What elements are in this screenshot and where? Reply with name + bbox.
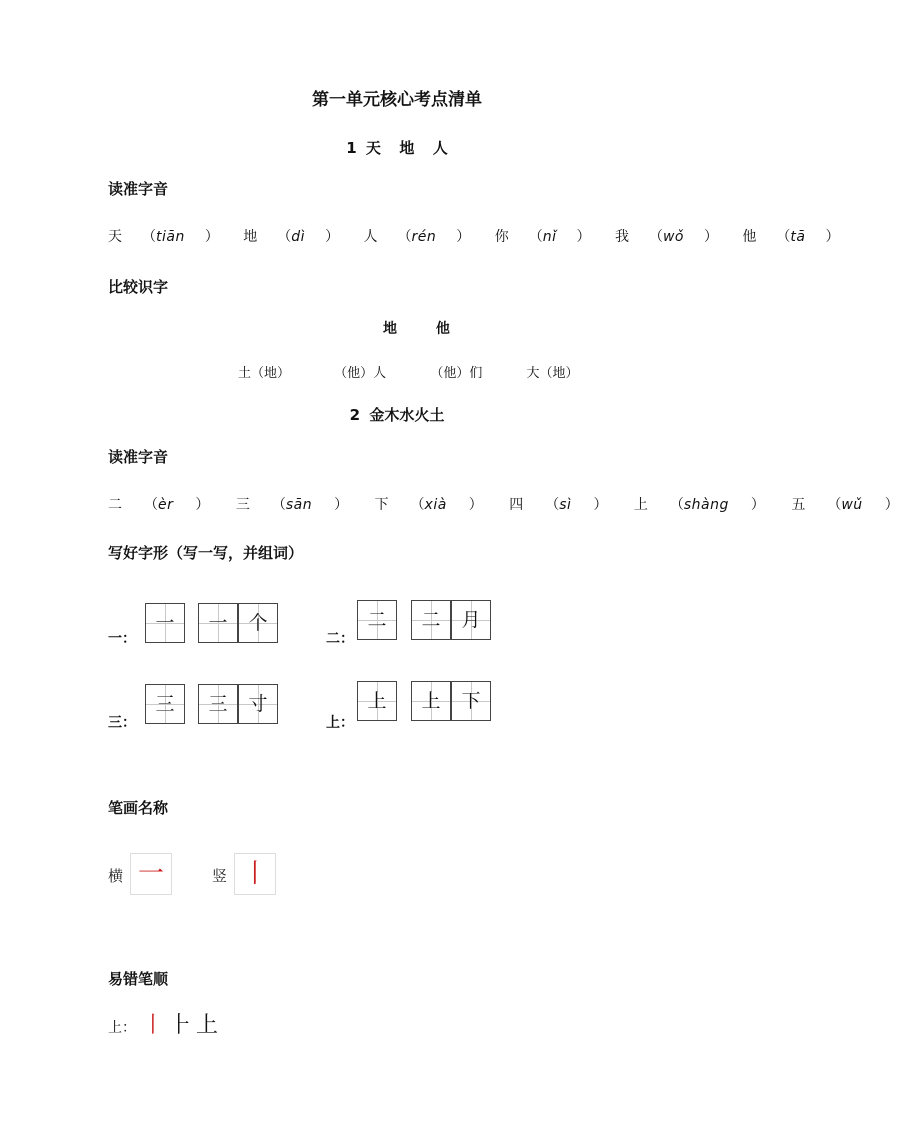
section-write: 写好字形（写一写，并组词） bbox=[108, 544, 304, 562]
compare-word: 土（地） bbox=[238, 366, 291, 381]
stroke-name-heng: 横 bbox=[108, 867, 124, 885]
compare-char: 地 bbox=[383, 321, 397, 337]
grid-box: 一 bbox=[198, 603, 238, 643]
grid-box: 个 bbox=[238, 603, 278, 643]
grid-box: 一 bbox=[145, 603, 185, 643]
compare-heading bbox=[383, 318, 484, 338]
write-label-yi: 一： bbox=[108, 631, 136, 647]
write-label-shang: 上： bbox=[326, 715, 354, 731]
pinyin-item: 下 （xià ） bbox=[374, 497, 483, 513]
stroke-name-shu: 竖 bbox=[212, 867, 228, 885]
grid-box: 二 bbox=[411, 600, 451, 640]
pinyin-item: 人 （rén ） bbox=[363, 229, 471, 245]
grid-box: 三 bbox=[198, 684, 238, 724]
pinyin-item: 上 （shàng ） bbox=[633, 497, 765, 513]
compare-word: 大（地） bbox=[526, 366, 579, 381]
stroke-box-heng bbox=[130, 853, 172, 895]
pinyin-item: 五 （wǔ ） bbox=[791, 497, 899, 513]
section-read-1: 读准字音 bbox=[108, 180, 169, 198]
pinyin-item: 地 （dì ） bbox=[243, 229, 340, 245]
grid-box: 月 bbox=[451, 600, 491, 640]
pinyin-item: 你 （nǐ ） bbox=[494, 229, 591, 245]
write-label-san: 三： bbox=[108, 715, 136, 731]
pinyin-item: 他 （tā ） bbox=[742, 229, 840, 245]
lesson-2-heading bbox=[0, 404, 794, 425]
order-step: 丨 bbox=[142, 1013, 165, 1038]
pinyin-item: 二 （èr ） bbox=[108, 497, 210, 513]
stroke-box-shu bbox=[234, 853, 276, 895]
stroke-order-sequence bbox=[142, 1008, 218, 1039]
compare-words bbox=[238, 362, 618, 381]
lesson-2-name: 金木水火土 bbox=[369, 406, 445, 424]
lesson-1-heading bbox=[0, 137, 794, 158]
order-label: 上： bbox=[108, 1020, 136, 1036]
pinyin-item: 天 （tiān ） bbox=[108, 229, 219, 245]
pinyin-item: 四 （sì ） bbox=[509, 497, 608, 513]
page-title: 第一单元核心考点清单 bbox=[312, 90, 482, 110]
lesson-2-number: 2 bbox=[349, 406, 361, 424]
compare-char: 他 bbox=[435, 321, 450, 337]
grid-box: 上 bbox=[411, 681, 451, 721]
pinyin-row-1 bbox=[108, 226, 860, 246]
grid-box: 三 bbox=[145, 684, 185, 724]
order-step: ⺊ bbox=[170, 1013, 193, 1038]
section-read-2: 读准字音 bbox=[108, 448, 169, 466]
pinyin-item: 我 （wǒ ） bbox=[614, 229, 718, 245]
grid-box: 下 bbox=[451, 681, 491, 721]
lesson-1-number: 1 bbox=[346, 139, 357, 157]
order-step: 上 bbox=[196, 1013, 219, 1038]
grid-box: 寸 bbox=[238, 684, 278, 724]
grid-box: 二 bbox=[357, 600, 397, 640]
stroke-glyph-heng: 一 bbox=[137, 859, 164, 889]
grid-box: 上 bbox=[357, 681, 397, 721]
section-order: 易错笔顺 bbox=[108, 970, 169, 988]
pinyin-item: 三 （sān ） bbox=[235, 497, 349, 513]
write-label-er: 二： bbox=[326, 631, 354, 647]
stroke-glyph-shu: 丨 bbox=[241, 859, 268, 889]
lesson-1-name: 天 地 人 bbox=[365, 139, 448, 157]
compare-word: （他）们 bbox=[430, 366, 483, 381]
section-compare: 比较识字 bbox=[108, 278, 169, 296]
compare-word: （他）人 bbox=[334, 366, 387, 381]
pinyin-row-2 bbox=[108, 494, 921, 514]
section-strokes: 笔画名称 bbox=[108, 799, 169, 817]
